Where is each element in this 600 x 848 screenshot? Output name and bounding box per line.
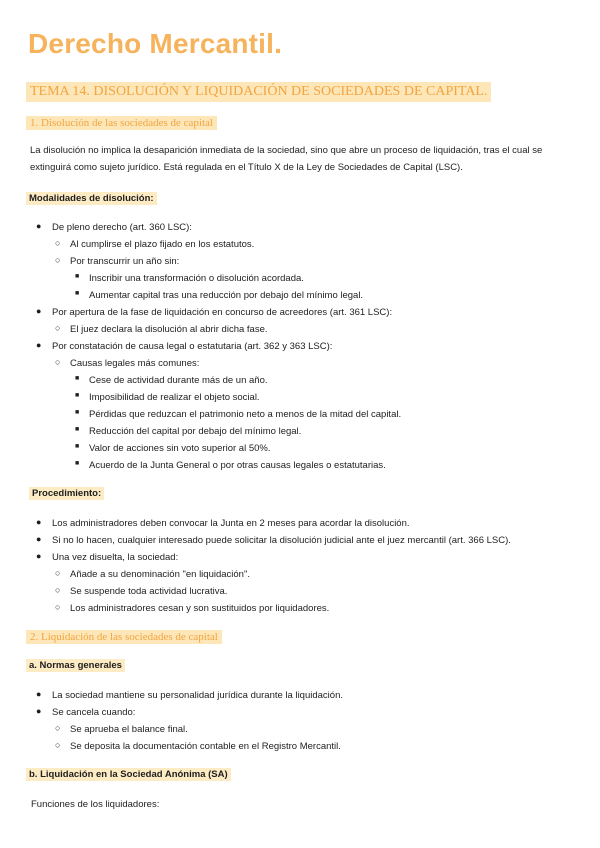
- procedimiento-label: Procedimiento:: [29, 487, 104, 500]
- list-item: ○ Se aprueba el balance final.: [70, 724, 188, 735]
- document-title: Derecho Mercantil.: [28, 28, 283, 59]
- list-item: ● Si no lo hacen, cualquier interesado puede solicitar la disolución judicial ante el juez mercantil (art. 366 LSC).: [52, 535, 511, 546]
- list-item: ○ Causas legales más comunes:: [70, 358, 199, 369]
- list-item: ● Una vez disuelta, la sociedad:: [52, 552, 178, 563]
- list-item: ■ Inscribir una transformación o disolución acordada.: [89, 273, 304, 284]
- list-item: ○ Se deposita la documentación contable en el Registro Mercantil.: [70, 741, 341, 752]
- list-item: ○ Los administradores cesan y son sustituidos por liquidadores.: [70, 603, 329, 614]
- sa-label: b. Liquidación en la Sociedad Anónima (SA): [26, 768, 231, 781]
- modalidades-label: Modalidades de disolución:: [26, 192, 157, 205]
- list-item: ○ Añade a su denominación "en liquidación".: [70, 569, 250, 580]
- list-item: ■ Reducción del capital por debajo del mínimo legal.: [89, 426, 301, 437]
- list-item: ○ Se suspende toda actividad lucrativa.: [70, 586, 227, 597]
- list-item: ■ Pérdidas que reduzcan el patrimonio neto a menos de la mitad del capital.: [89, 409, 401, 420]
- list-item: ■ Acuerdo de la Junta General o por otras causas legales o estatutarias.: [89, 460, 386, 471]
- list-item: ● La sociedad mantiene su personalidad jurídica durante la liquidación.: [52, 690, 343, 701]
- list-item: ● Los administradores deben convocar la Junta en 2 meses para acordar la disolución.: [52, 518, 410, 529]
- funciones-label: Funciones de los liquidadores:: [31, 799, 160, 810]
- topic-heading: TEMA 14. DISOLUCIÓN Y LIQUIDACIÓN DE SOCIEDADES DE CAPITAL.: [26, 82, 491, 102]
- list-item: ■ Imposibilidad de realizar el objeto social.: [89, 392, 260, 403]
- normas-label: a. Normas generales: [26, 659, 125, 672]
- list-item: ● De pleno derecho (art. 360 LSC):: [52, 222, 192, 233]
- list-item: ○ El juez declara la disolución al abrir dicha fase.: [70, 324, 268, 335]
- intro-paragraph: La disolución no implica la desaparición inmediata de la sociedad, sino que abre un proceso de liquidación, tras el cual se extinguirá como sujeto jurídico. Está regulada en el Título X de la Ley de Sociedades de Capital (LSC).: [30, 145, 543, 173]
- list-item: ■ Cese de actividad durante más de un año.: [89, 375, 268, 386]
- section-1-heading: 1. Disolución de las sociedades de capital: [26, 116, 217, 130]
- list-item: ■ Aumentar capital tras una reducción por debajo del mínimo legal.: [89, 290, 363, 301]
- section-2-heading: 2. Liquidación de las sociedades de capital: [26, 630, 222, 644]
- list-item: ○ Al cumplirse el plazo fijado en los estatutos.: [70, 239, 254, 250]
- list-item: ● Por constatación de causa legal o estatutaria (art. 362 y 363 LSC):: [52, 341, 332, 352]
- list-item: ● Se cancela cuando:: [52, 707, 135, 718]
- list-item: ● Por apertura de la fase de liquidación en concurso de acreedores (art. 361 LSC):: [52, 307, 392, 318]
- list-item: ■ Valor de acciones sin voto superior al 50%.: [89, 443, 270, 454]
- list-item: ○ Por transcurrir un año sin:: [70, 256, 179, 267]
